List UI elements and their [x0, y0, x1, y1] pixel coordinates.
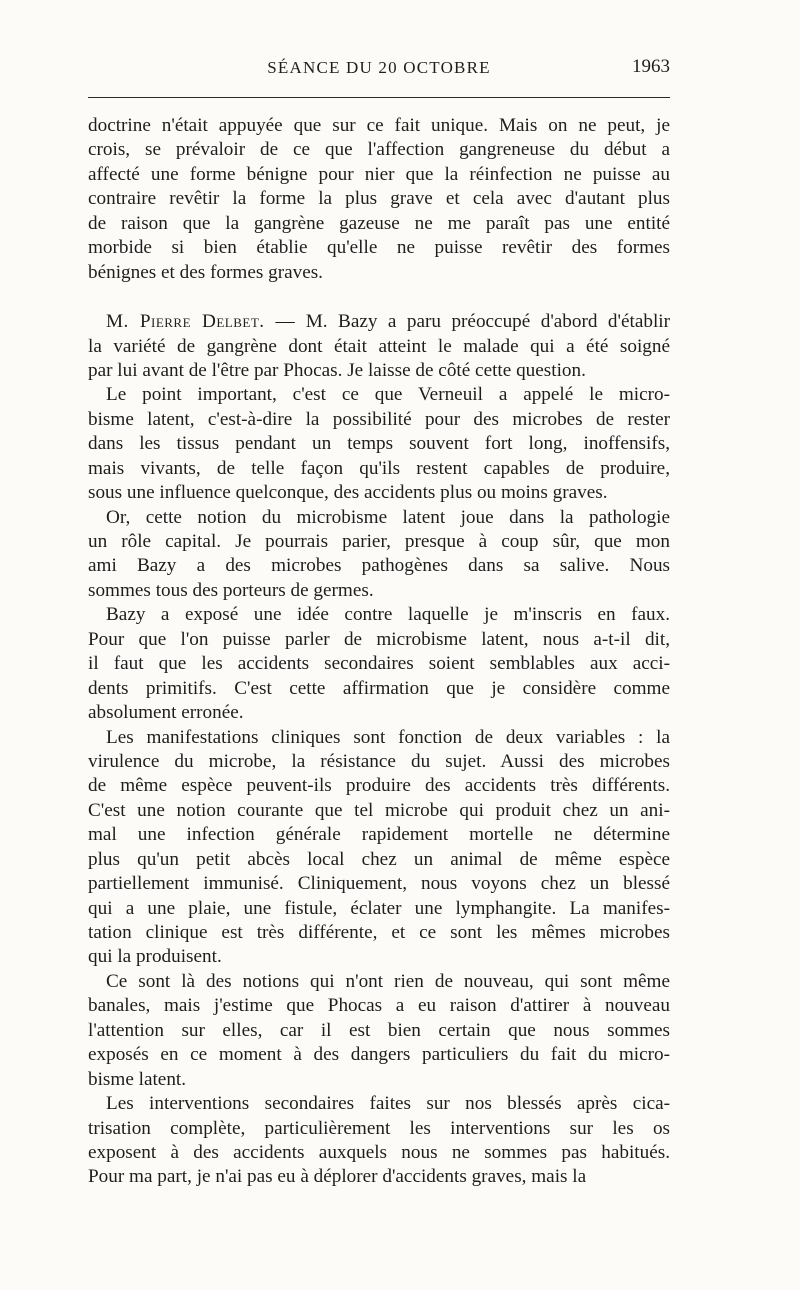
text-line: par lui avant de l'être par Phocas. Je laisse de côté cette question.: [88, 359, 586, 381]
text-line: absolument erronée.: [88, 702, 244, 724]
text-line: sommes tous des porteurs de germes.: [88, 579, 374, 601]
text-line: affecté une forme bénigne pour nier que la réinfection ne puisse au: [88, 163, 670, 185]
speaker-name: M. Pierre Delbet. —: [106, 311, 296, 333]
text-line: exposés en ce moment à des dangers particuliers du fait du micro-: [88, 1044, 670, 1066]
text-line: Bazy a exposé une idée contre laquelle je m'inscris en faux.: [106, 604, 670, 626]
text-line: C'est une notion courante que tel microbe qui produit chez un ani-: [88, 799, 670, 821]
text-line: Or, cette notion du microbisme latent joue dans la pathologie: [106, 506, 670, 528]
paragraph: [88, 970, 670, 1092]
text-line: tation clinique est très différente, et ce sont les mêmes microbes: [88, 922, 670, 943]
text-line: bisme latent.: [88, 1068, 187, 1090]
paragraph: [88, 603, 670, 725]
text-line: contraire revêtir la forme la plus grave et cela avec d'autant plus: [88, 188, 670, 210]
header-rule: [88, 97, 670, 98]
text-line: partiellement immunisé. Cliniquement, nous voyons chez un blessé: [88, 873, 670, 895]
text-line: Ce sont là des notions qui n'ont rien de nouveau, qui sont même: [106, 970, 670, 992]
text-line-content: M. Bazy a paru préoccupé d'abord d'établir: [295, 311, 670, 333]
text-line: bisme latent, c'est-à-dire la possibilité pour des microbes de rester: [88, 408, 670, 430]
text-line: Pour que l'on puisse parler de microbisme latent, nous a-t-il dit,: [88, 628, 670, 650]
text-line: doctrine n'était appuyée que sur ce fait unique. Mais on ne peut, je: [88, 115, 670, 136]
text-line: trisation complète, particulièrement les interventions sur les os: [88, 1117, 670, 1139]
text-line: de même espèce peuvent-ils produire des accidents très différents.: [88, 775, 670, 797]
text-line: plus qu'un petit abcès local chez un animal de même espèce: [88, 848, 670, 870]
text-line: l'attention sur elles, car il est bien certain que nous sommes: [88, 1019, 670, 1041]
text-line: dents primitifs. C'est cette affirmation que je considère comme: [88, 677, 670, 699]
text-line: Les manifestations cliniques sont fonction de deux variables : la: [106, 726, 670, 748]
paragraph: [88, 383, 670, 505]
text-line: Le point important, c'est ce que Verneuil a appelé le micro-: [106, 384, 670, 406]
text-line: banales, mais j'estime que Phocas a eu raison d'attirer à nouveau: [88, 995, 670, 1017]
text-line: il faut que les accidents secondaires soient semblables aux acci-: [88, 653, 670, 675]
running-title: SÉANCE DU 20 OCTOBRE: [267, 58, 491, 77]
text-line: Pour ma part, je n'ai pas eu à déplorer d'accidents graves, mais la: [88, 1166, 587, 1188]
text-line: un rôle capital. Je pourrais parier, presque à coup sûr, que mon: [88, 531, 670, 552]
body-text: [88, 114, 670, 1190]
text-line: mal une infection générale rapidement mortelle ne détermine: [88, 824, 670, 846]
text-line: mais vivants, de telle façon qu'ils restent capables de produire,: [88, 457, 670, 479]
text-line: bénignes et des formes graves.: [88, 261, 323, 283]
text-line: qui la produisent.: [88, 946, 222, 968]
paragraph: [88, 726, 670, 970]
text-line: virulence du microbe, la résistance du sujet. Aussi des microbes: [88, 750, 670, 772]
paragraph: [88, 114, 670, 285]
text-line: dans les tissus pendant un temps souvent fort long, inoffensifs,: [88, 433, 670, 455]
paragraph-gap: [88, 285, 670, 310]
text-line: [88, 310, 670, 334]
page-number: 1963: [632, 56, 670, 77]
text-line: exposent à des accidents auxquels nous ne sommes pas habitués.: [88, 1141, 670, 1163]
paragraph: [88, 506, 670, 604]
text-line: la variété de gangrène dont était atteint le malade qui a été soigné: [88, 335, 670, 357]
text-line: de raison que la gangrène gazeuse ne me paraît pas une entité: [88, 212, 670, 234]
paragraph: [88, 1092, 670, 1190]
text-line: qui a une plaie, une fistule, éclater une lymphangite. La manifes-: [88, 897, 670, 919]
text-line: Les interventions secondaires faites sur nos blessés après cica-: [106, 1093, 670, 1115]
text-line: crois, se prévaloir de ce que l'affection gangreneuse du début a: [88, 139, 670, 161]
paragraph: [88, 310, 670, 383]
text-line: morbide si bien établie qu'elle ne puisse revêtir des formes: [88, 237, 670, 259]
running-head: [88, 58, 670, 86]
text-line: ami Bazy a des microbes pathogènes dans sa salive. Nous: [88, 555, 670, 577]
text-line: sous une influence quelconque, des accidents plus ou moins graves.: [88, 482, 608, 504]
